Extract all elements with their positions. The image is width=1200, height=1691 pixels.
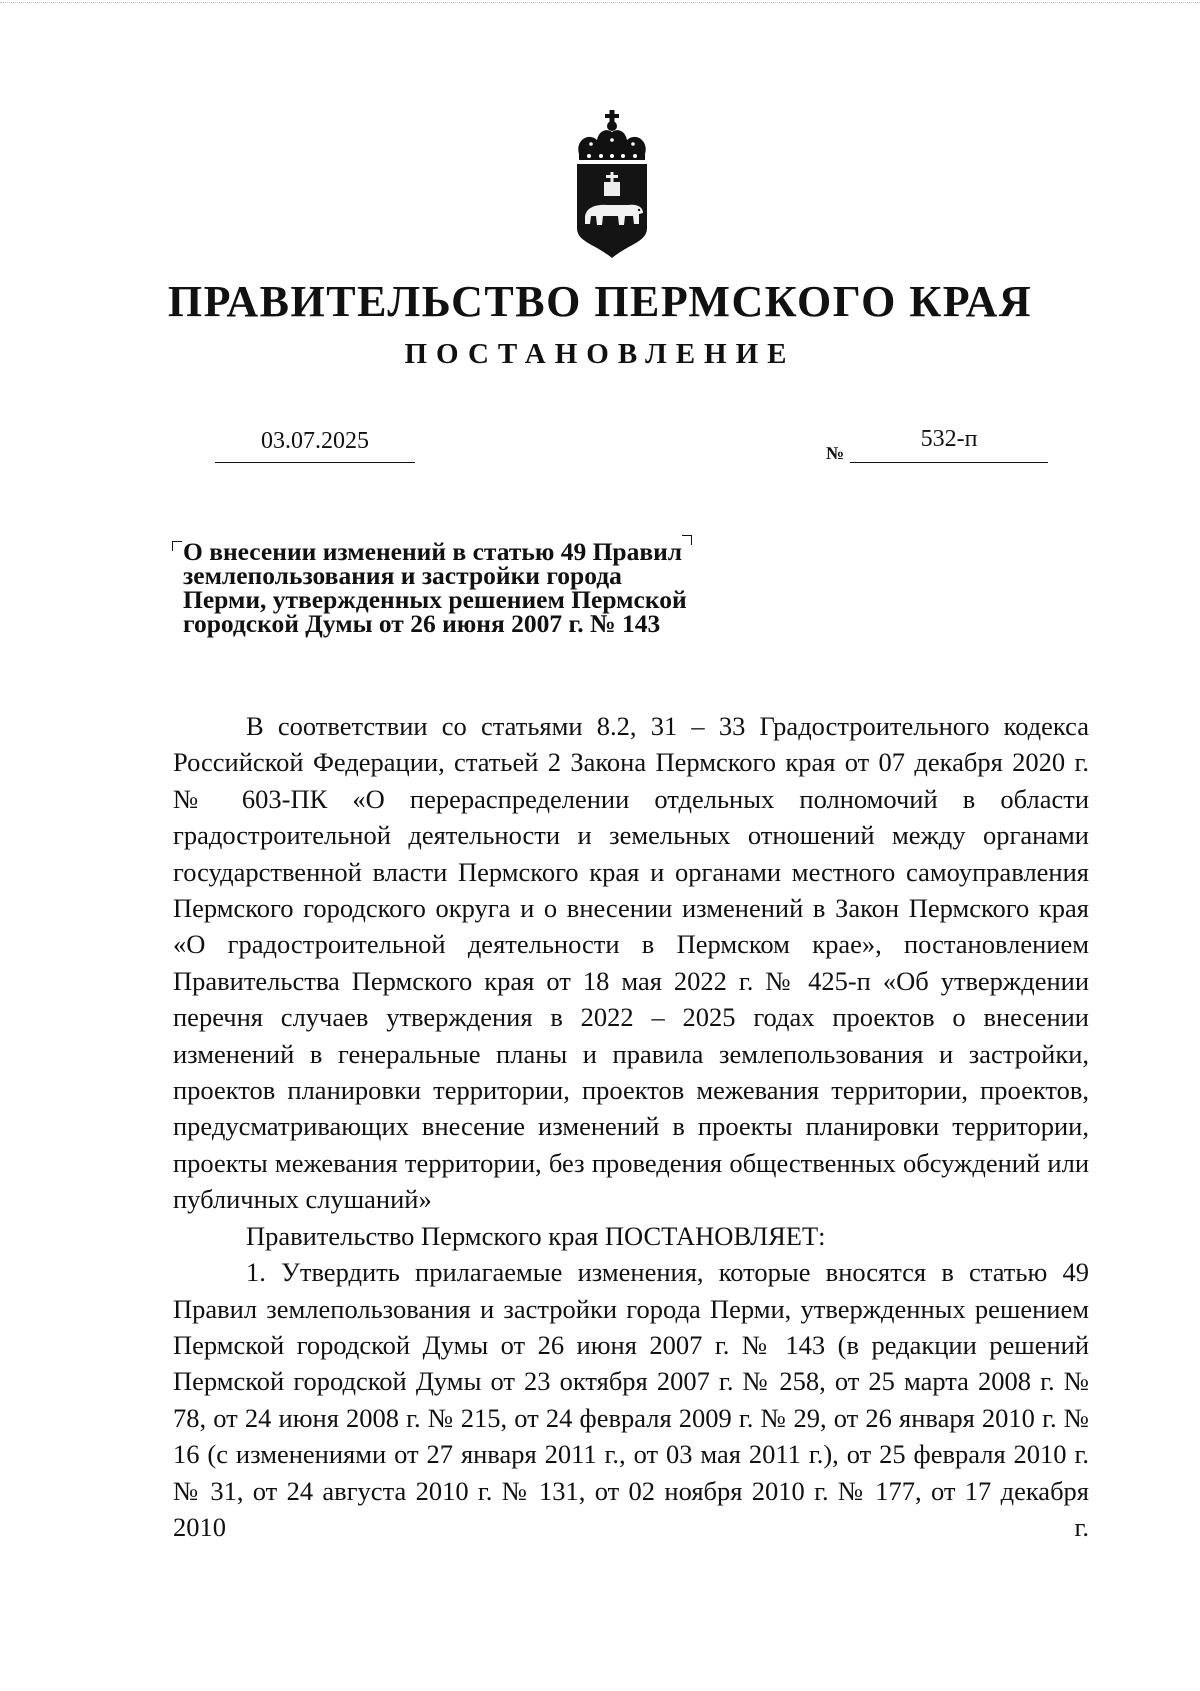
subject-line: Перми, утвержденных решением Пермской — [183, 585, 687, 614]
scan-edge-divider — [0, 2, 1200, 3]
document-date: 03.07.2025 — [261, 428, 369, 454]
number-sign: № — [826, 443, 845, 463]
item-1-paragraph: 1. Утвердить прилагаемые изменения, которые вносятся в статью 49 Правил землепользования и застройки города Перми, утвержденных решением Пермской городской Думы от 26 июня 2007 г. № 143 (в редакции решений Пермской городской Думы от 23 октября 2007 г. № 258, от 25 марта 2008 г. № 78, от 24 июня 2008 г. № 215, от 24 февраля 2009 г. № 29, от 26 января 2010 г. № 16 (с изменениями от 27 января 2011 г., от 03 мая 2011 г.), от 25 февраля 2010 г. № 31, от 24 августа 2010 г. № 131, от 02 ноября 2010 г. № 177, от 17 декабря 2010 г. — [173, 1257, 1089, 1542]
decree-paragraph: Правительство Пермского края ПОСТАНОВЛЯЕТ: — [246, 1220, 826, 1251]
subject-line: городской Думы от 26 июня 2007 г. № 143 — [183, 609, 661, 638]
document-type: ПОСТАНОВЛЕНИЕ — [404, 338, 796, 370]
date-underline — [215, 462, 415, 463]
subject-corner-mark-left — [172, 541, 182, 551]
document-body — [173, 708, 1089, 1545]
perm-krai-coat-of-arms-icon — [567, 110, 657, 260]
number-underline — [850, 462, 1048, 463]
subject-line: землепользования и застройки города — [183, 561, 622, 590]
preamble-paragraph: В соответствии со статьями 8.2, 31 – 33 Градостроительного кодекса Российской Федерации, статьей 2 Закона Пермского края от 07 декабря 2020 г. № 603-ПК «О перераспределении отдельных полномочий в области градостроительной деятельности и земельных отношений между органами государственной власти Пермского края и органами местного самоуправления Пермского городского округа и о внесении изменений в Закон Пермского края «О градостроительной деятельности в Пермском крае», постановлением Правительства Пермского края от 18 мая 2022 г. № 425-п «Об утверждении перечня случаев утверждения в 2022 – 2025 годах проектов о внесении изменений в генеральные планы и правила землепользования и застройки, проектов планировки территории, проектов межевания территории, проектов, предусматривающих внесение изменений в проекты планировки территории, проекты межевания территории, без проведения общественных обсуждений или публичных слушаний» — [173, 711, 1089, 1215]
document-subject — [183, 537, 763, 638]
government-title: ПРАВИТЕЛЬСТВО ПЕРМСКОГО КРАЯ — [167, 277, 1033, 326]
document-number: 532-п — [920, 426, 978, 452]
subject-line: О внесении изменений в статью 49 Правил — [183, 537, 683, 566]
